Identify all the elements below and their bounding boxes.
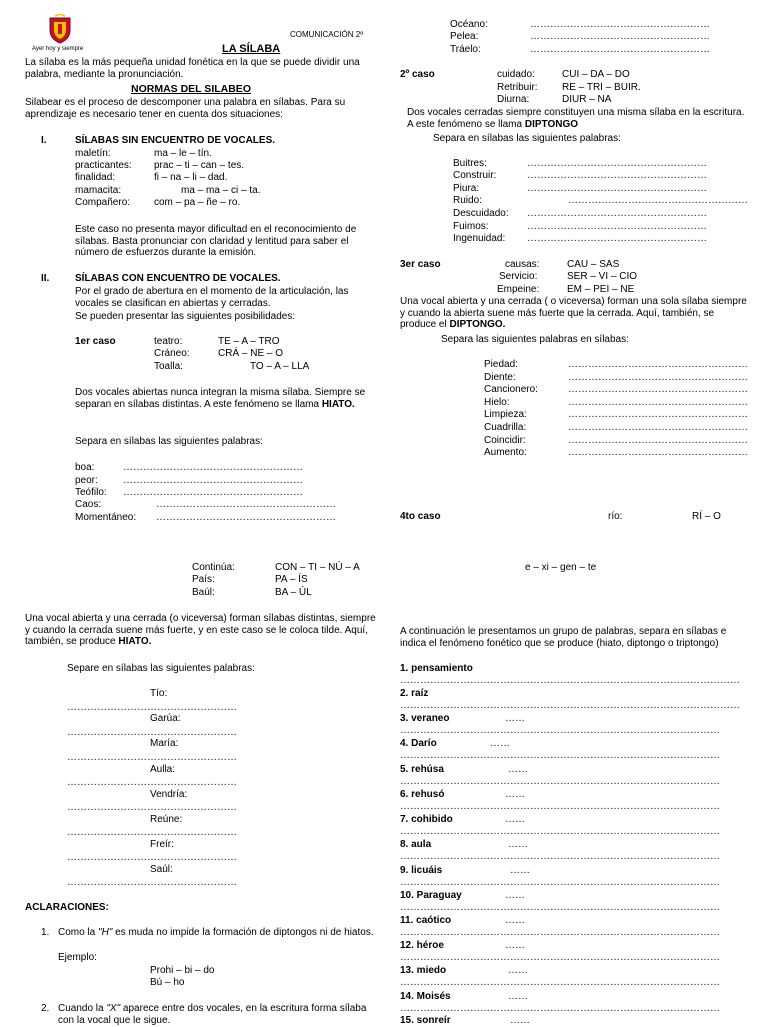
case4-text: Una vocal abierta y una cerrada (o viceversa) forman sílabas distintas, siempre y cuando la cerrada suene más fuerte, y en este caso se le coloca tilde. Aquí, también, se produce HIATO.	[25, 613, 376, 647]
case1-instruction: Separa en sílabas las siguientes palabras:	[75, 436, 263, 447]
answer-line[interactable]: ……………………………………………………………………………………	[400, 750, 720, 761]
list-item: 1. pensamiento	[400, 663, 473, 674]
case3-instruction: Separa las siguientes palabras en sílabas:	[441, 334, 629, 345]
answer-line[interactable]: ……………………………………………	[67, 852, 237, 863]
example-word: Continúa:	[192, 562, 235, 573]
intro-text: La sílaba es la más pequeña unidad fonética en la que se puede dividir una palabra, mediante la pronunciación.	[25, 57, 360, 80]
ejemplo-label: Ejemplo:	[58, 952, 97, 963]
answer-line[interactable]: ……………………………………………………………………………………	[400, 801, 720, 812]
exercise-word: Ruido:	[453, 195, 482, 206]
aclaracion-item-2: Cuando la "X" aparece entre dos vocales, en la escritura forma sílaba con la vocal que le sigue.	[58, 1003, 367, 1026]
example-split: EM – PEI – NE	[567, 284, 635, 295]
answer-line[interactable]: …………………………………………………………………………………………	[400, 700, 740, 711]
answer-line[interactable]: ………………………………………………	[568, 397, 748, 408]
answer-line[interactable]: ………………………………………………	[527, 208, 707, 219]
answer-line[interactable]: ………………………………………………	[527, 170, 707, 181]
course-label: COMUNICACIÓN 2º	[290, 30, 364, 39]
answer-line[interactable]: ……………………………………………	[67, 727, 237, 738]
answer-line[interactable]: ………………………………………………	[530, 19, 710, 30]
example-word: Diurna:	[497, 94, 530, 105]
example-split: TE – A – TRO	[218, 336, 280, 347]
example-word: practicantes:	[75, 160, 132, 171]
list-item: 15. sonreír	[400, 1015, 451, 1026]
example-split: RÍ – O	[692, 511, 721, 522]
example-split: TO – A – LLA	[250, 361, 310, 372]
answer-line[interactable]: ……………………………………………………………………………………	[400, 826, 720, 837]
answer-line[interactable]: ……	[508, 839, 528, 850]
example-word: cuidado:	[497, 69, 535, 80]
answer-line[interactable]: ……………………………………………………………………………………	[400, 902, 720, 913]
example-word: mamacita:	[75, 185, 122, 196]
answer-line[interactable]: ……………………………………………	[67, 827, 237, 838]
exercise-word: Piura:	[453, 183, 480, 194]
answer-line[interactable]: ………………………………………………	[568, 447, 748, 458]
exercise-word: Tío:	[150, 688, 168, 699]
answer-line[interactable]: ………………………………………………	[568, 372, 748, 383]
exercise-word: Buitres:	[453, 158, 487, 169]
example-split: DIUR – NA	[562, 94, 612, 105]
exercise-word: Garúa:	[150, 713, 181, 724]
answer-line[interactable]: ……	[508, 991, 528, 1002]
final-exercise-intro: A continuación le presentamos un grupo de palabras, separa en sílabas e indica el fenómeno fonético que se produce (hiato, diptongo o triptongo)	[400, 626, 727, 649]
answer-line[interactable]: ……	[510, 1015, 530, 1026]
example-split: CAU – SAS	[567, 259, 620, 270]
example-split: Bú – ho	[150, 977, 185, 988]
answer-line[interactable]: ………………………………………………	[568, 422, 748, 433]
list-item: 6. rehusó	[400, 789, 445, 800]
answer-line[interactable]: ………………………………………………	[123, 475, 303, 486]
case4-instruction: Separe en sílabas las siguientes palabras:	[67, 663, 255, 674]
example-split: RE – TRI – BUIR.	[562, 82, 641, 93]
answer-line[interactable]: ………………………………………………	[527, 183, 707, 194]
answer-line[interactable]: ………………………………………………	[527, 221, 707, 232]
list-item: 13. miedo	[400, 965, 447, 976]
exercise-word: Aulla:	[150, 764, 176, 775]
exercise-word: Reúne:	[150, 814, 183, 825]
exercise-word: Ingenuidad:	[453, 233, 506, 244]
example-word: Cráneo:	[154, 348, 190, 359]
case3-text: Una vocal abierta y una cerrada ( o viceversa) forman una sola sílaba siempre y cuando la abierta suene más fuerte que la cerrada. Aquí, también, se produce el DIPTONGO.	[400, 296, 747, 330]
page-title: LA SÍLABA	[222, 43, 281, 55]
list-number: 2.	[41, 1003, 50, 1014]
example-word: Retribuir:	[497, 82, 538, 93]
answer-line[interactable]: ………………………………………………	[156, 512, 336, 523]
answer-line[interactable]: ……	[490, 738, 510, 749]
exercise-word: Cancionero:	[484, 384, 538, 395]
aclaraciones-title: ACLARACIONES:	[25, 902, 109, 913]
answer-line[interactable]: …………………………………………………………………………………………	[400, 675, 740, 686]
exercise-word: boa:	[75, 462, 95, 473]
answer-line[interactable]: ……………………………………………………………………………………	[400, 776, 720, 787]
exercise-word: Caos:	[75, 499, 102, 510]
answer-line[interactable]: ……	[510, 865, 530, 876]
example-split: e – xi – gen – te	[525, 562, 597, 573]
answer-line[interactable]: ……………………………………………………………………………………	[400, 952, 720, 963]
list-item: 10. Paraguay	[400, 890, 462, 901]
exercise-word: Construir:	[453, 170, 497, 181]
answer-line[interactable]: ……………………………………………	[67, 802, 237, 813]
list-item: 7. cohibido	[400, 814, 453, 825]
example-word: teatro:	[154, 336, 183, 347]
exercise-word: Hielo:	[484, 397, 510, 408]
answer-line[interactable]: ………………………………………………	[527, 233, 707, 244]
answer-line[interactable]: ……	[505, 713, 525, 724]
answer-line[interactable]: ……………………………………………………………………………………	[400, 851, 720, 862]
list-item: 5. rehúsa	[400, 764, 444, 775]
answer-line[interactable]: ……	[505, 890, 525, 901]
answer-line[interactable]: ……………………………………………………………………………………	[400, 977, 720, 988]
answer-line[interactable]: ……………………………………………………………………………………	[400, 725, 720, 736]
answer-line[interactable]: ………………………………………………	[123, 487, 303, 498]
answer-line[interactable]: ……	[505, 814, 525, 825]
exercise-word: Tráelo:	[450, 44, 481, 55]
exercise-word: Coincidir:	[484, 435, 526, 446]
answer-line[interactable]: ……………………………………………………………………………………	[400, 877, 720, 888]
exercise-word: Teófilo:	[75, 487, 107, 498]
section2-text: Por el grado de abertura en el momento de la articulación, las vocales se clasifican en abiertas y cerradas.	[75, 286, 349, 309]
example-word: finalidad:	[75, 172, 116, 183]
example-word: Empeine:	[497, 284, 540, 295]
example-word: río:	[608, 511, 623, 522]
answer-line[interactable]: ………………………………………………	[568, 384, 748, 395]
answer-line[interactable]: ……………………………………………	[67, 777, 237, 788]
answer-line[interactable]: ……………………………………………………………………………………	[400, 927, 720, 938]
example-split: CUI – DA – DO	[562, 69, 630, 80]
exercise-word: Cuadrilla:	[484, 422, 527, 433]
answer-line[interactable]: ………………………………………………	[527, 158, 707, 169]
section1-number: I.	[41, 135, 47, 146]
exercise-word: Pelea:	[450, 31, 479, 42]
exercise-word: Saúl:	[150, 864, 173, 875]
list-number: 1.	[41, 927, 50, 938]
answer-line[interactable]: ……………………………………………………………………………………	[400, 1003, 720, 1014]
answer-line[interactable]: ………………………………………………	[568, 359, 748, 370]
answer-line[interactable]: ……	[505, 940, 525, 951]
exercise-word: Freír:	[150, 839, 174, 850]
example-split: BA – ÚL	[275, 587, 312, 598]
case3-label: 3er caso	[400, 259, 441, 270]
exercise-word: Momentáneo:	[75, 512, 137, 523]
section2-number: II.	[41, 273, 50, 284]
example-split: prac – ti – can – tes.	[154, 160, 245, 171]
exercise-word: peor:	[75, 475, 98, 486]
example-split: CON – TI – NÚ – A	[275, 562, 360, 573]
list-item: 3. veraneo	[400, 713, 450, 724]
answer-line[interactable]: ………………………………………………	[568, 195, 748, 206]
section2-title: SÍLABAS CON ENCUENTRO DE VOCALES.	[75, 273, 281, 284]
list-item: 14. Moisés	[400, 991, 451, 1002]
answer-line[interactable]: ………………………………………………	[530, 44, 710, 55]
list-item: 9. licuáis	[400, 865, 443, 876]
example-word: Servicio:	[499, 271, 538, 282]
answer-line[interactable]: ………………………………………………	[568, 435, 748, 446]
example-split: PA – ÍS	[275, 574, 308, 585]
normas-text: Silabear es el proceso de descomponer una palabra en sílabas. Para su aprendizaje es necesario tener en cuenta dos situaciones:	[25, 97, 346, 120]
example-split: ma – ma – ci – ta.	[181, 185, 261, 196]
exercise-word: Fuimos:	[453, 221, 489, 232]
example-split: CRÁ – NE – O	[218, 348, 284, 359]
example-split: SER – VI – CIO	[567, 271, 638, 282]
answer-line[interactable]: ……………………………………………	[67, 752, 237, 763]
normas-title: NORMAS DEL SILABEO	[131, 83, 251, 95]
exercise-word: Océano:	[450, 19, 488, 30]
answer-line[interactable]: ……………………………………………	[67, 877, 237, 888]
answer-line[interactable]: ……	[505, 915, 525, 926]
answer-line[interactable]: ………………………………………………	[123, 462, 303, 473]
case2-instruction: Separa en sílabas las siguientes palabras:	[433, 133, 621, 144]
answer-line[interactable]: ………………………………………………	[156, 499, 336, 510]
exercise-word: Descuidado:	[453, 208, 509, 219]
section1-note: Este caso no presenta mayor dificultad en el reconocimiento de sílabas. Basta pronunciar con claridad y lentitud para saber el número de esfuerzos durante la emisión.	[75, 224, 357, 258]
example-split: Prohi – bi – do	[150, 965, 215, 976]
school-motto: Ayer hoy y siempre	[32, 46, 84, 52]
answer-line[interactable]: ……………………………………………	[67, 702, 237, 713]
list-item: 4. Darío	[400, 738, 437, 749]
case1-label: 1er caso	[75, 336, 116, 347]
answer-line[interactable]: ………………………………………………	[568, 409, 748, 420]
exercise-word: Aumento:	[484, 447, 527, 458]
example-split: ma – le – tín.	[154, 148, 212, 159]
example-word: Toalla:	[154, 361, 183, 372]
school-crest-icon	[46, 14, 74, 44]
answer-line[interactable]: ……	[508, 965, 528, 976]
case2-text: Dos vocales cerradas siempre constituyen una misma sílaba en la escritura. A este fenómeno se llama DIPTONGO	[407, 107, 745, 130]
answer-line[interactable]: ……	[508, 764, 528, 775]
case1-text: Dos vocales abiertas nunca integran la misma sílaba. Siempre se separan en sílabas distintas. A este fenómeno se llama HIATO.	[75, 387, 366, 410]
example-split: com – pa – ñe – ro.	[154, 197, 241, 208]
aclaracion-item-1: Como la "H" es muda no impide la formación de diptongos ni de hiatos.	[58, 927, 374, 938]
list-item: 2. raíz	[400, 688, 429, 699]
example-word: Compañero:	[75, 197, 131, 208]
exercise-word: Diente:	[484, 372, 516, 383]
example-word: maletín:	[75, 148, 111, 159]
case2-label: 2º caso	[400, 69, 435, 80]
example-word: País:	[192, 574, 215, 585]
section2-text2: Se pueden presentar las siguientes posibilidades:	[75, 311, 296, 322]
exercise-word: María:	[150, 738, 179, 749]
exercise-word: Piedad:	[484, 359, 518, 370]
exercise-word: Limpieza:	[484, 409, 527, 420]
case4-label: 4to caso	[400, 511, 441, 522]
answer-line[interactable]: ……	[505, 789, 525, 800]
section1-title: SÍLABAS SIN ENCUENTRO DE VOCALES.	[75, 135, 276, 146]
list-item: 12. héroe	[400, 940, 444, 951]
list-item: 8. aula	[400, 839, 432, 850]
exercise-word: Vendría:	[150, 789, 188, 800]
example-split: fi – na – li – dad.	[154, 172, 228, 183]
answer-line[interactable]: ………………………………………………	[530, 31, 710, 42]
list-item: 11. caótico	[400, 915, 452, 926]
example-word: causas:	[505, 259, 540, 270]
example-word: Baúl:	[192, 587, 215, 598]
